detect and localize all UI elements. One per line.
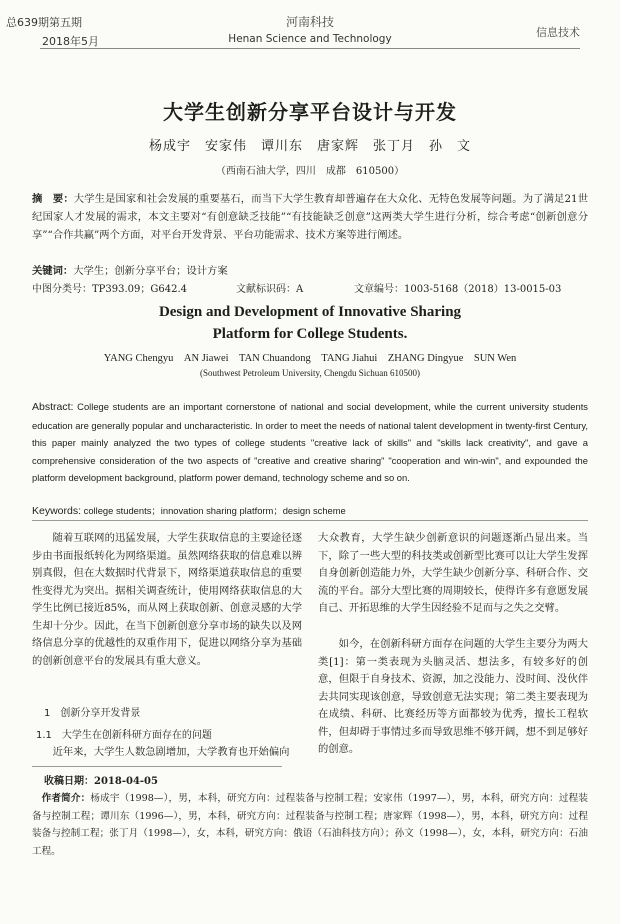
section-label: 信息技术 [536, 26, 580, 39]
paper-title-en-line2: Platform for College Students. [212, 326, 408, 342]
author-bio-text: 杨成宇（1998—），男，本科，研究方向：过程装备与控制工程；安家伟（1997—），男，本科，研究方向：过程装备与控制工程；谭川东（1996—），男，本科，研究方向：过程装备与控制工程；唐家辉（1998—），男，本科，研究方向：过程装备与控制工程；张丁月（1998—），女，本科，研究方向：俄语（石油科技方向）；孙文（1998—），女，本科，研究方向：石油工程。 [32, 793, 589, 857]
date-line: 2018年5月 [42, 35, 99, 48]
affiliation-cn: （西南石油大学，四川 成都 610500） [215, 166, 405, 177]
abstract-en-label: Abstract: [32, 401, 74, 413]
clc-number: 中图分类号：TP393.09；G642.4 [32, 284, 188, 295]
body-left-para2: 近年来，大学生人数急剧增加，大学教育也开始偏向 [52, 746, 290, 758]
abstract-en [32, 398, 588, 487]
keywords-cn [32, 262, 588, 277]
footnote-rule [32, 766, 282, 767]
author-bio-label: 作者简介： [41, 793, 91, 804]
section-heading-1: 1 创新分享开发背景 [44, 708, 141, 719]
article-number: 文章编号：1003-5168（2018）13-0015-03 [354, 284, 562, 295]
abstract-cn-text: 大学生是国家和社会发展的重要基石，而当下大学生教育却普遍存在大众化、无特色发展等问题。为了满足21世纪国家人才发展的需求，本文主要对“有创意缺乏技能”“有技能缺乏创意”这两类大学生进行分析，综合考虑“创新创意分享”“合作共赢”两个方面，对平台开发背景、平台功能需求、技术方案等进行阐述。 [32, 193, 588, 241]
keywords-cn-text: 大学生；创新分享平台；设计方案 [73, 265, 228, 277]
paper-title-cn: 大学生创新分享平台设计与开发 [163, 100, 457, 124]
received-date: 收稿日期：2018-04-05 [44, 776, 158, 787]
authors-en: YANG Chengyu AN Jiawei TAN Chuandong TANG Jiahui ZHANG Dingyue SUN Wen [103, 353, 517, 364]
journal-name-cn: 河南科技 [285, 15, 334, 29]
body-right-para1: 大众教育，大学生缺少创新意识的问题逐渐凸显出来。当下，除了一些大型的科技类或创新型比赛可以让大学生发挥自身创新创造能力外，大学生缺少创新分享、科研合作、交流的平台。部分大型比赛的周期较长，使得许多有意愿发展自己、开拓思维的大学生因经验不足而与之失之交臂。 [318, 532, 588, 614]
keywords-en [32, 503, 588, 517]
abstract-en-text: College students are an important cornerstone of national and social development, while the current university students education are generally popular and uncharacteristic. In order to meet the needs of national talent development in twenty-first Century, this paper mainly analyzed the two types of college students "creative lack of skills" and "skills lack creativity", and gave a comprehensive consideration of the two aspects of "creative and creative sharing" "cooperation and win-win", and expounded the platform development background, platform power demand, technology scheme and so on. [32, 401, 588, 483]
body-left-para1: 随着互联网的迅猛发展，大学生获取信息的主要途径逐步由书面报纸转化为网络渠道。虽然网络获取的信息难以辨别真假，但在大数据时代背景下，网络渠道获取信息的重要性变得尤为突出。据相关调查统计，使用网络获取信息的大学生比例已接近85%，而从网上获取创新、创意灵感的大学生却十分少。因此，在当下创新创意分享市场的缺失以及网络信息分享的优越性的双重作用下，促进以网络分享为基础的创新创意平台的发展具有重大意义。 [32, 532, 303, 667]
section-heading-1-1: 1.1 大学生在创新科研方面存在的问题 [36, 730, 212, 741]
keywords-en-text: college students；innovation sharing platform；design scheme [83, 505, 346, 516]
paper-title-en-line1: Design and Development of Innovative Sharing [158, 304, 462, 320]
keywords-cn-label: 关键词： [32, 265, 74, 277]
header-rule [40, 48, 580, 49]
journal-name-en: Henan Science and Technology [228, 33, 392, 45]
abstract-cn-label: 摘 要： [32, 193, 74, 205]
document-code: 文献标识码：A [236, 284, 304, 295]
abstract-rule [32, 520, 588, 521]
keywords-en-label: Keywords: [32, 505, 82, 517]
affiliation-en: (Southwest Petroleum University, Chengdu Sichuan 610500) [200, 368, 420, 378]
abstract-cn [32, 190, 588, 244]
body-right-para2: 如今，在创新科研方面存在问题的大学生主要分为两大类[1]：第一类表现为头脑灵活、想法多，有较多好的创意，但限于自身技术、资源，加之没能力、没时间、没伙伴去共同实现该创意，导致创意无法实现；第二类主要表现为在成绩、科研、比赛经历等方面都较为优秀，擅长工程软件，但却碍于事情过多而导致思维不够开阔，想不到足够好的创意。 [318, 638, 588, 755]
issue-line: 总639期第五期 [6, 16, 82, 29]
author-bio [32, 790, 588, 860]
authors-cn: 杨成宇 安家伟 谭川东 唐家辉 张丁月 孙 文 [148, 139, 471, 154]
